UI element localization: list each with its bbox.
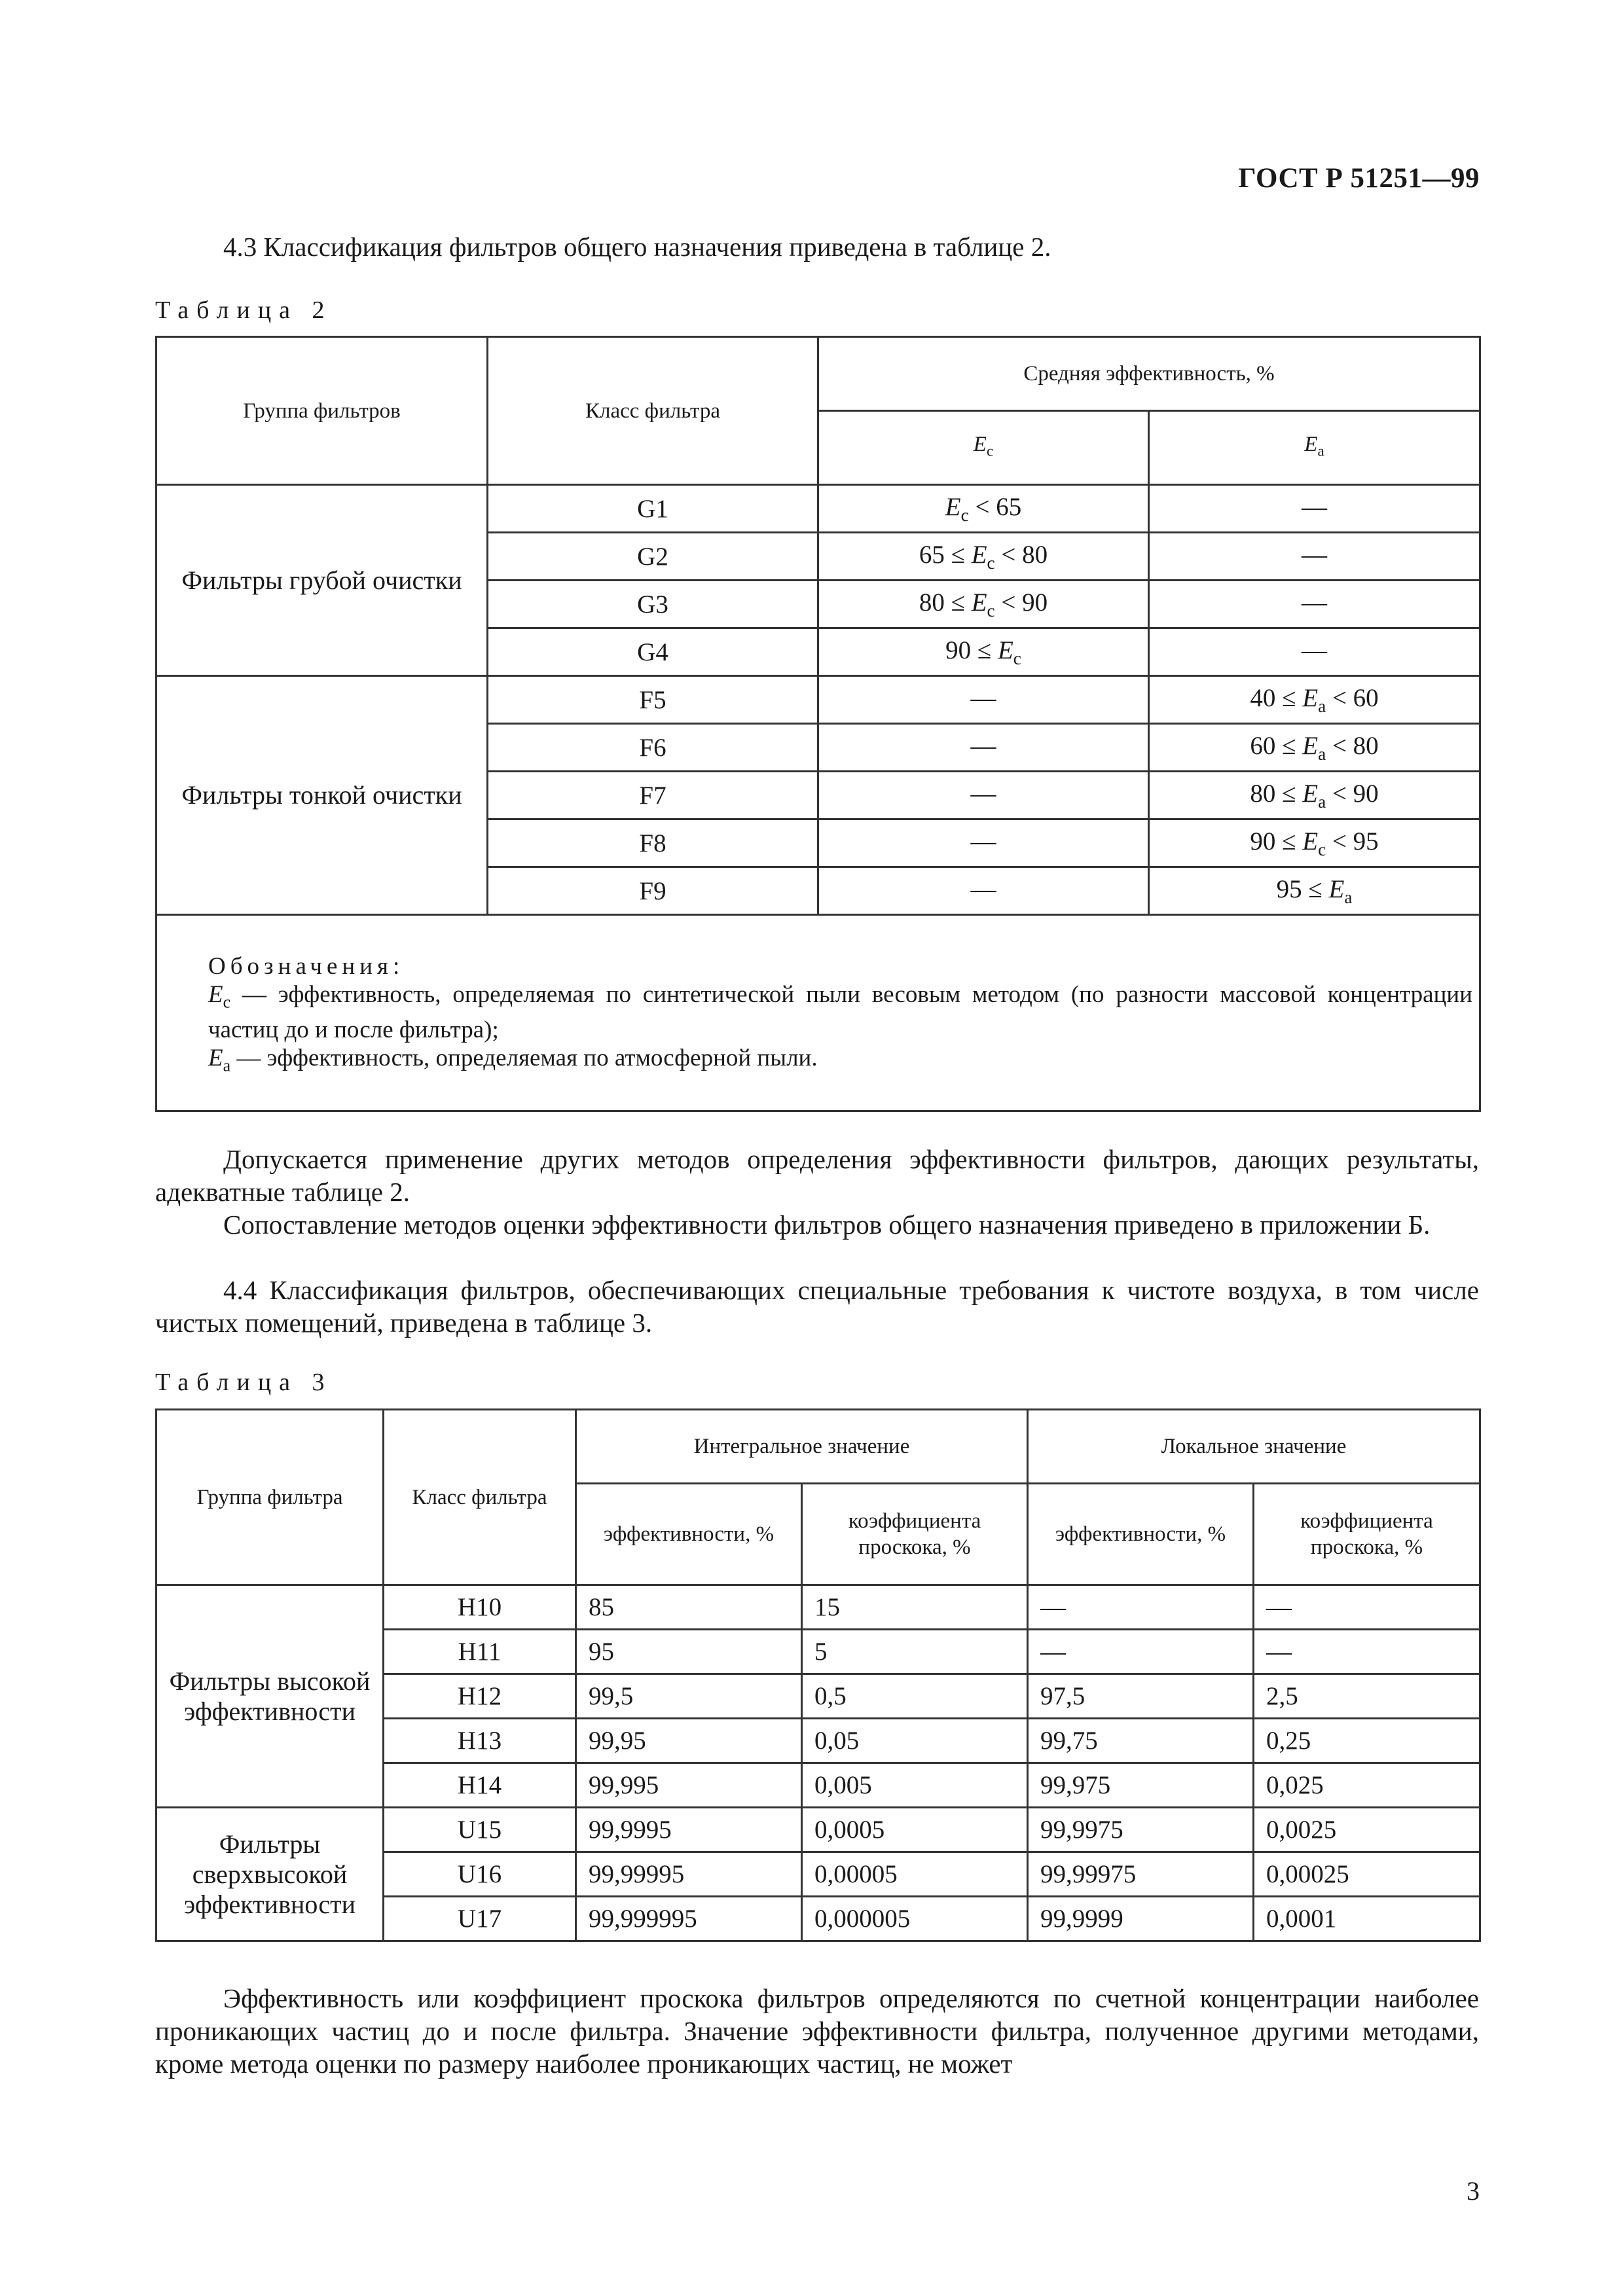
t3-integral-coef-cell: 0,5 <box>802 1674 1028 1719</box>
t3-integral-coef-cell: 0,005 <box>802 1763 1028 1808</box>
t2-ea-cell: $80 \le E_a < 90$ <box>1149 772 1480 819</box>
paragraph-2: Сопоставление методов оценки эффективности фильтров общего назначения приведено в приложении Б. <box>223 1210 1431 1240</box>
t3-header-integral-coef: коэффициента проскока, % <box>802 1484 1028 1585</box>
t3-local-coef-cell: 0,0001 <box>1254 1897 1480 1941</box>
t3-class-cell: U16 <box>384 1852 576 1897</box>
t3-integral-coef-cell: 0,000005 <box>802 1897 1028 1941</box>
table3 <box>155 1408 1481 1942</box>
note-ea-symbol: E <box>208 1045 223 1072</box>
t3-header-group: Группа фильтра <box>156 1410 384 1585</box>
t2-class-cell: G1 <box>488 485 818 533</box>
t3-integral-eff-cell: 85 <box>576 1585 802 1630</box>
page-number: 3 <box>1467 2176 1480 2206</box>
t3-header-integral: Интегральное значение <box>576 1410 1028 1484</box>
t3-local-coef-cell: — <box>1254 1630 1480 1674</box>
t3-local-eff-cell: 97,5 <box>1028 1674 1254 1719</box>
t2-header-class: Класс фильтра <box>488 337 818 485</box>
t3-integral-coef-cell: 5 <box>802 1630 1028 1674</box>
t3-header-local-coef: коэффициента проскока, % <box>1254 1484 1480 1585</box>
intro-paragraph: 4.3 Классификация фильтров общего назначения приведена в таблице 2. <box>223 232 1051 262</box>
t3-local-eff-cell: — <box>1028 1585 1254 1630</box>
t2-ea-cell: $60 \le E_a < 80$ <box>1149 724 1480 772</box>
t2-ec-cell: — <box>818 676 1149 724</box>
note-ec-sub: c <box>223 992 231 1012</box>
t2-header-avg-efficiency: Средняя эффективность, % <box>818 337 1480 411</box>
t3-local-coef-cell: 0,00025 <box>1254 1852 1480 1897</box>
t2-header-group: Группа фильтров <box>156 337 488 485</box>
t3-integral-coef-cell: 15 <box>802 1585 1028 1630</box>
t3-local-eff-cell: 99,9999 <box>1028 1897 1254 1941</box>
table2 <box>155 336 1481 1112</box>
t2-ec-cell: $65 \le E_c < 80$ <box>818 533 1149 581</box>
t3-integral-eff-cell: 99,5 <box>576 1674 802 1719</box>
t2-ec-cell: $80 \le E_c < 90$ <box>818 581 1149 628</box>
t2-class-cell: F7 <box>488 772 818 819</box>
t3-class-cell: U17 <box>384 1897 576 1941</box>
t2-note-ec <box>169 980 1472 1044</box>
t3-local-coef-cell: 0,25 <box>1254 1719 1480 1763</box>
t3-class-cell: H10 <box>384 1585 576 1630</box>
t2-ec-cell: — <box>818 724 1149 772</box>
t2-class-cell: G3 <box>488 581 818 628</box>
t2-header-ea-sub: a <box>1317 442 1324 459</box>
standard-code: ГОСТ Р 51251—99 <box>1238 163 1480 194</box>
t3-local-eff-cell: 99,975 <box>1028 1763 1254 1808</box>
t2-ea-cell: — <box>1149 628 1480 676</box>
t3-local-eff-cell: 99,75 <box>1028 1719 1254 1763</box>
t3-integral-eff-cell: 99,995 <box>576 1763 802 1808</box>
t3-local-coef-cell: 0,025 <box>1254 1763 1480 1808</box>
t3-class-cell: H12 <box>384 1674 576 1719</box>
t2-header-ea-symbol: E <box>1304 433 1318 457</box>
t3-local-coef-cell: 0,0025 <box>1254 1808 1480 1852</box>
t2-notes <box>156 915 1480 1111</box>
t2-ec-cell: $90 \le E_c$ <box>818 628 1149 676</box>
t2-ec-cell: $E_c < 65$ <box>818 485 1149 533</box>
t3-header-class: Класс фильтра <box>384 1410 576 1585</box>
t3-integral-eff-cell: 99,999995 <box>576 1897 802 1941</box>
t3-integral-eff-cell: 99,99995 <box>576 1852 802 1897</box>
t3-class-cell: H11 <box>384 1630 576 1674</box>
table-row <box>156 485 1480 533</box>
paragraph-1: Допускается применение других методов определения эффективности фильтров, дающих результаты, адекватные таблице 2. <box>155 1144 1479 1207</box>
t3-class-cell: H13 <box>384 1719 576 1763</box>
t3-local-eff-cell: 99,9975 <box>1028 1808 1254 1852</box>
t2-class-cell: G4 <box>488 628 818 676</box>
t2-ea-cell: — <box>1149 533 1480 581</box>
t3-group-cell: Фильтры высокой эффективности <box>156 1585 384 1808</box>
t2-header-ec-symbol: E <box>973 433 987 457</box>
t2-class-cell: F9 <box>488 867 818 915</box>
t3-local-coef-cell: — <box>1254 1585 1480 1630</box>
table-row <box>156 1585 1480 1630</box>
t2-class-cell: G2 <box>488 533 818 581</box>
t2-header-ec-sub: c <box>986 442 994 459</box>
t2-ec-cell: — <box>818 772 1149 819</box>
t2-note-ea <box>169 1044 1472 1079</box>
t3-integral-eff-cell: 95 <box>576 1630 802 1674</box>
t3-integral-coef-cell: 0,00005 <box>802 1852 1028 1897</box>
t3-local-coef-cell: 2,5 <box>1254 1674 1480 1719</box>
table-row <box>156 1808 1480 1852</box>
note-ea-sub: a <box>223 1056 231 1075</box>
t3-integral-eff-cell: 99,95 <box>576 1719 802 1763</box>
t2-group-cell: Фильтры грубой очистки <box>156 485 488 676</box>
t2-class-cell: F8 <box>488 819 818 867</box>
t3-header-local-eff: эффективности, % <box>1028 1484 1254 1585</box>
t3-group-cell: Фильтры сверхвысокой эффективности <box>156 1808 384 1941</box>
note-ec-symbol: E <box>208 981 223 1008</box>
table2-caption: Таблица 2 <box>155 296 333 324</box>
t2-notes-title: Обозначения: <box>208 953 405 980</box>
note-ec-text: — эффективность, определяемая по синтетической пыли весовым методом (по разности массовой концентрации частиц до и после фильтра); <box>208 981 1473 1044</box>
t2-ec-cell: — <box>818 867 1149 915</box>
t2-ea-cell: $90 \le E_c < 95$ <box>1149 819 1480 867</box>
t3-body <box>156 1585 1480 1941</box>
t3-header-integral-eff: эффективности, % <box>576 1484 802 1585</box>
t2-body <box>156 485 1480 915</box>
t3-header-local: Локальное значение <box>1028 1410 1480 1484</box>
t2-ec-cell: — <box>818 819 1149 867</box>
table3-caption: Таблица 3 <box>155 1369 333 1396</box>
t2-ea-cell: $95 \le E_a$ <box>1149 867 1480 915</box>
t2-class-cell: F5 <box>488 676 818 724</box>
t3-class-cell: H14 <box>384 1763 576 1808</box>
t3-local-eff-cell: — <box>1028 1630 1254 1674</box>
t2-group-cell: Фильтры тонкой очистки <box>156 676 488 915</box>
closing-paragraph: Эффективность или коэффициент проскока фильтров определяются по счетной концентрации наиболее проникающих частиц до и после фильтра. Значение эффективности фильтра, полученное другими методами, кроме метода оценки по размеру наиболее проникающих частиц, не может <box>155 1983 1479 2079</box>
t2-header-ec <box>818 411 1149 485</box>
note-ea-text: — эффективность, определяемая по атмосферной пыли. <box>230 1045 818 1072</box>
t3-local-eff-cell: 99,99975 <box>1028 1852 1254 1897</box>
t2-ea-cell: — <box>1149 485 1480 533</box>
t2-class-cell: F6 <box>488 724 818 772</box>
t3-integral-coef-cell: 0,0005 <box>802 1808 1028 1852</box>
t2-ea-cell: — <box>1149 581 1480 628</box>
paragraph-3: 4.4 Классификация фильтров, обеспечивающих специальные требования к чистоте воздуха, в том числе чистых помещений, приведена в таблице 3. <box>155 1275 1479 1338</box>
t3-class-cell: U15 <box>384 1808 576 1852</box>
t2-ea-cell: $40 \le E_a < 60$ <box>1149 676 1480 724</box>
t3-integral-eff-cell: 99,9995 <box>576 1808 802 1852</box>
t2-header-ea <box>1149 411 1480 485</box>
t3-integral-coef-cell: 0,05 <box>802 1719 1028 1763</box>
table-row <box>156 676 1480 724</box>
